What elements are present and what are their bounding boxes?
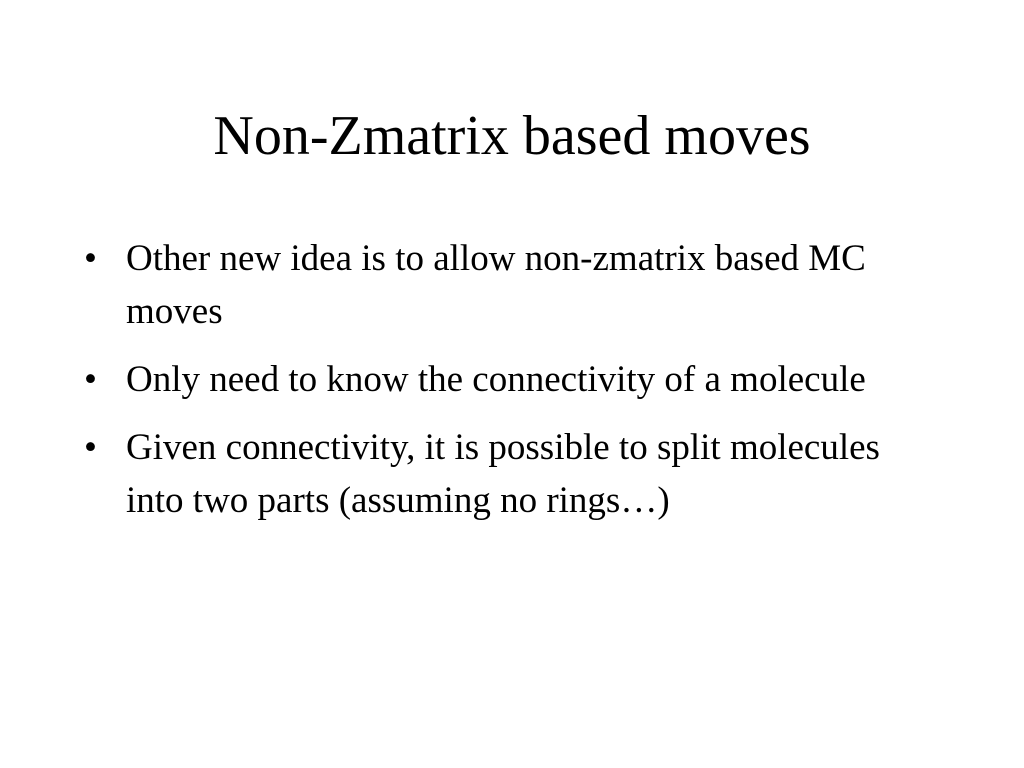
bullet-text: Given connectivity, it is possible to split molecules into two parts (assuming no rings…) (126, 427, 880, 521)
bullet-item (84, 232, 884, 338)
bullet-icon: • (84, 427, 97, 468)
bullet-icon: • (84, 359, 97, 400)
bullet-item (84, 353, 884, 406)
bullet-text: Other new idea is to allow non-zmatrix based MC moves (126, 238, 866, 332)
bullet-item (84, 421, 884, 527)
slide-title: Non-Zmatrix based moves (213, 105, 811, 167)
bullet-list (84, 232, 884, 542)
bullet-text: Only need to know the connectivity of a molecule (126, 359, 866, 400)
bullet-icon: • (84, 238, 97, 279)
